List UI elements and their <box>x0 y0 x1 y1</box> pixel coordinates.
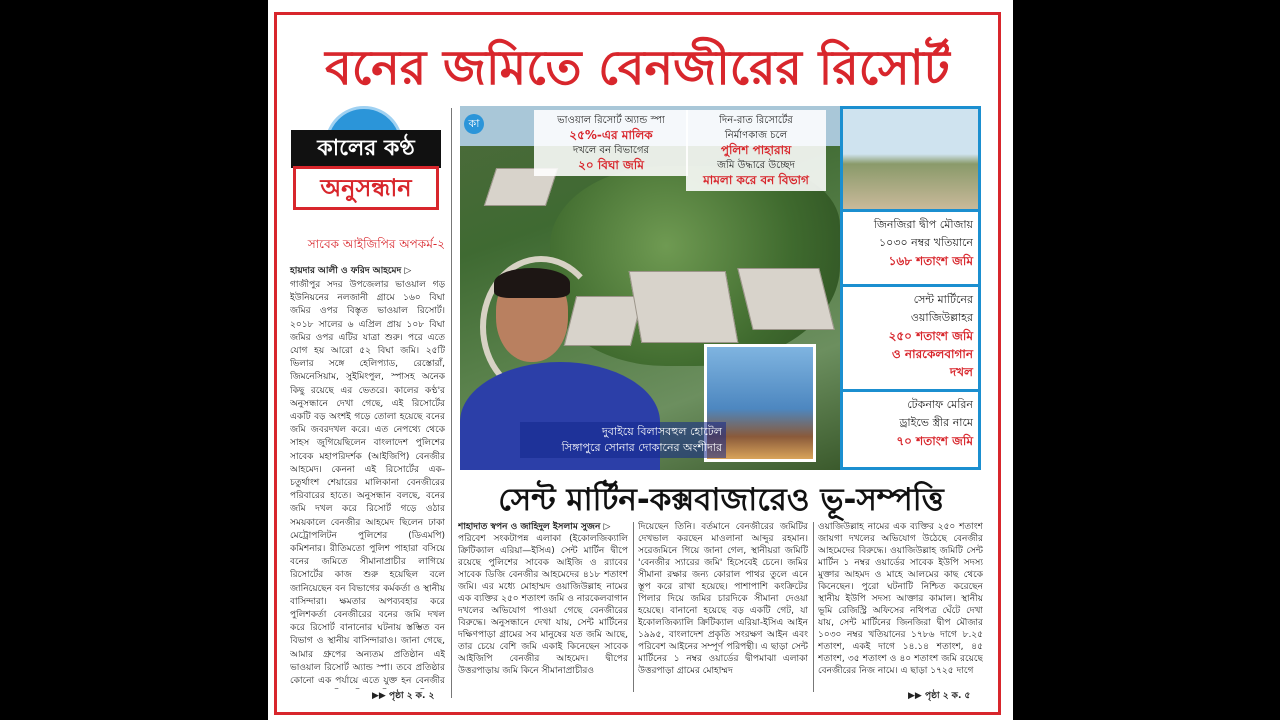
villa-roof <box>737 268 834 330</box>
article-column-3: দিয়েছেন তিনি। বর্তমানে বেনজীরের জমিটির দেখভাল করছেন মাওলানা আব্দুর রহমান। সরেজমিনে গিয়ে জানা গেল, স্থানীয়রা জমিটি 'বেনজীর স্যারের জমি' হিসেবেই চেনে। জমির সীমানা রক্ষার জন্য কোরাল পাথর তুলে এনে স্তূপ করে রাখা হয়েছে। পাশাপাশি কংক্রিটের পিলার দিয়ে জমির চারদিকে সীমানা দেওয়া হয়েছে। বানানো হয়েছে বড় একটি গেট, যা ইকোলজিক্যালি ক্রিটিক্যাল এরিয়া-ইসিএ আইন ১৯৯৫, বাংলাদেশ প্রকৃতি সংরক্ষণ আইন এবং পরিবেশ আইনের সম্পূর্ণ পরিপন্থী। এ ছাড়া সেন্ট মার্টিনের ১ নম্বর ওয়ার্ডের দ্বীপমাঝা এলাকা উত্তরপাড়া গ্রামের মোহাম্মদ <box>638 522 808 676</box>
r1-line2: ১০৩০ নম্বর খতিয়ানে <box>879 236 973 249</box>
article-column-4: ওয়াজিউল্লাহ নামের এক ব্যক্তির ২৫০ শতাংশ জায়গা দখলের অভিযোগ উঠেছে বেনজীর আহমেদের বিরুদ্ধে। ওয়াজিউল্লাহ জমিটি সেন্ট মার্টিন ১ নম্বর ওয়ার্ডের সাবেক ইউপি সদস্য মুক্তার আহমদ ও মাহে আলমের কাছ থেকে কিনেছেন। পুরো ঘটনাটি নিশ্চিত করেছেন স্থানীয় ইউপি সদস্য আক্তার কামাল। স্থানীয় ভূমি রেজিস্ট্রি অফিসের নথিপত্র ঘেঁটে দেখা যায়, সেন্ট মার্টিনের জিনজিরা দ্বীপ মৌজার ১০৩০ নম্বর খতিয়ানের ১৭৮৬ দাগে ৮.২৫ শতাংশ, একই দাগে ১৪.১৪ শতাংশ, ৪৫ শতাংশ, ৩৫ শতাংশ ও ৪০ শতাংশ জমি রয়েছে বেনজীরের নিজ নামে। এ ছাড়া ১৭২৫ দাগে <box>818 522 983 676</box>
caption-line-1: দুবাইয়ে বিলাসবহুল হোটেল <box>601 425 722 438</box>
r2-red2: ও নারকেলবাগান <box>891 347 973 361</box>
logo-line-2: অনুসন্ধান <box>293 166 439 210</box>
r1-red: ১৬৮ শতাংশ জমি <box>888 254 973 268</box>
r1-line1: জিনজিরা দ্বীপ মৌজায় <box>873 218 973 231</box>
gate-photo <box>843 109 978 209</box>
box1-red1: ২৫%-এর মালিক <box>569 128 653 142</box>
right-cell-3 <box>843 392 978 467</box>
main-headline: বনের জমিতে বেনজীরের রিসোর্ট <box>325 40 950 96</box>
r2-red1: ২৫০ শতাংশ জমি <box>888 329 973 343</box>
caption-line-2: সিঙ্গাপুরে সোনার দোকানের অংশীদার <box>561 441 722 454</box>
r2-line2: ওয়াজিউল্লাহর <box>910 311 973 324</box>
column-rule <box>813 522 814 692</box>
box2-line1: দিন-রাত রিসোর্টের <box>719 115 793 126</box>
box2-red1: পুলিশ পাহারায় <box>720 143 792 157</box>
kk-badge-icon: কা <box>464 114 484 134</box>
byline-left: হায়দার আলী ও ফরিদ আহমেদ ▷ <box>290 266 412 276</box>
continued-label-2: ▶▶ পৃষ্ঠা ২ ক. ৫ <box>908 691 971 701</box>
kalerkantho-logo <box>291 104 443 222</box>
box1-line1: ভাওয়াল রিসোর্ট অ্যান্ড স্পা <box>557 115 665 126</box>
resort-photo <box>460 106 840 470</box>
article-column-2 <box>458 521 628 689</box>
column-rule <box>633 522 634 692</box>
r2-red3: দখল <box>949 365 973 379</box>
box1-line2: দখলে বন বিভাগের <box>572 145 650 156</box>
right-cell-1 <box>843 212 978 284</box>
photo-caption <box>520 422 726 458</box>
box2-line3: জমি উদ্ধারে উচ্ছেদ <box>717 160 795 171</box>
box2-line2: নির্মাণকাজ চলে <box>724 130 788 141</box>
series-label: সাবেক আইজিপির অপকর্ম-২ <box>307 237 445 251</box>
r2-line1: সেন্ট মার্টিনের <box>913 293 973 306</box>
portrait-hair <box>494 268 570 298</box>
column-rule <box>451 108 452 698</box>
column-2-text: পরিবেশ সংকটাপন্ন এলাকা (ইকোলজিক্যালি ক্রিটিক্যাল এরিয়া—ইসিএ) সেন্ট মার্টিন দ্বীপে রয়েছে পুলিশের সাবেক আইজি ও র‍্যাবের সাবেক ডিজি বেনজীর আহমেদের ৪১৮ শতাংশ জমি। এর মধ্যে মোহাম্মদ ওয়াজিউল্লাহ নামের এক ব্যক্তির ২৫০ শতাংশ জমি ও নারকেলবাগান দখলের অভিযোগ পাওয়া গেছে বেনজীরের বিরুদ্ধে। অনুসন্ধানে দেখা যায়, সেন্ট মার্টিনের দক্ষিণপাড়া গ্রামের সব মানুষের যত জমি আছে, তার চেয়ে বেশি জমি একাই কিনেছেন সাবেক আইজিপি বেনজীর আহমেদ। দ্বীপের উত্তরপাড়ায় জমি কিনে সীমানাপ্রাচীরও <box>458 534 628 676</box>
info-box-construction <box>686 110 826 191</box>
r3-red: ৭০ শতাংশ জমি <box>896 434 973 448</box>
r3-line1: টেকনাফ মেরিন <box>907 398 973 411</box>
info-box-ownership <box>534 110 688 176</box>
byline-2: শাহাদাত স্বপন ও জাহিদুল ইসলাম সুজন ▷ <box>458 522 611 532</box>
box1-red2: ২০ বিঘা জমি <box>578 158 644 172</box>
box2-red2: মামলা করে বন বিভাগ <box>703 173 809 187</box>
r3-line2: ড্রাইভে স্ত্রীর নামে <box>899 416 973 429</box>
right-cell-2 <box>843 287 978 389</box>
logo-line-1: কালের কণ্ঠ <box>291 130 441 168</box>
right-info-panel <box>840 106 981 470</box>
continued-label-1: ▶▶ পৃষ্ঠা ২ ক. ২ <box>372 691 435 701</box>
second-headline: সেন্ট মার্টিন-কক্সবাজারেও ভূ-সম্পত্তি <box>498 482 944 518</box>
article-column-1: গাজীপুর সদর উপজেলার ভাওয়াল গড় ইউনিয়নের নলজানী গ্রামে ১৬০ বিঘা জমির ওপর বিস্তৃত ভাওয়াল রিসোর্ট। ২০১৮ সালের ৬ এপ্রিল প্রায় ১০৮ বিঘা জমির ওপর এটির যাত্রা শুরু। পরে এতে যোগ হয় আরো ৫২ বিঘা জমি। ২৫টি ভিলার সঙ্গে হেলিপ্যাড, রেস্তোরাঁ, জিমনেসিয়াম, সুইমিংপুল, স্পাসহ অনেক কিছু রয়েছে এর ভেতরে। কালের কণ্ঠ'র অনুসন্ধানে দেখা গেছে, এই রিসোর্টের একটি বড় অংশই গড়ে তোলা হয়েছে বনের জমি জবরদখল করে। এত নেপথ্যে থেকে সাহস জুগিয়েছিলেন বাংলাদেশ পুলিশের সাবেক মহাপরিদর্শক (আইজিপি) বেনজীর আহমেদ। কেননা এই রিসোর্টের এক-চতুর্থাংশ শেয়ারের মালিকানা বেনজীরের পরিবারের হাতে। অনুসন্ধান বলছে, বনের জমি দখল করে রিসোর্ট গড়ে ওঠার সময়কালে বেনজীর আহমেদ ছিলেন ঢাকা মেট্রোপলিটন পুলিশের (ডিএমপি) কমিশনার। রীতিমতো পুলিশ পাহারা বসিয়ে বনের জমিতে সীমানাপ্রাচীর লাগিয়ে রিসোর্টের কাজ শুরু হয়েছিল বলে জানিয়েছেন বন বিভাগের কর্মকর্তা ও স্থানীয় বাসিন্দারা। ক্ষমতার অপব্যবহার করে পুলিশকর্তা বেনজীরের বনের জমি দখল করে রিসোর্ট বানানোর ঘটনায় স্তম্ভিত বন বিভাগ ও স্থানীয় বাসিন্দারাও। জানা গেছে, আমার গ্রুপের অন্যতম প্রতিষ্ঠান এই ভাওয়াল রিসোর্ট অ্যান্ড স্পা। তবে প্রতিষ্ঠার কোনো এক পর্যায়ে এতে যুক্ত হন বেনজীর <box>290 280 445 687</box>
